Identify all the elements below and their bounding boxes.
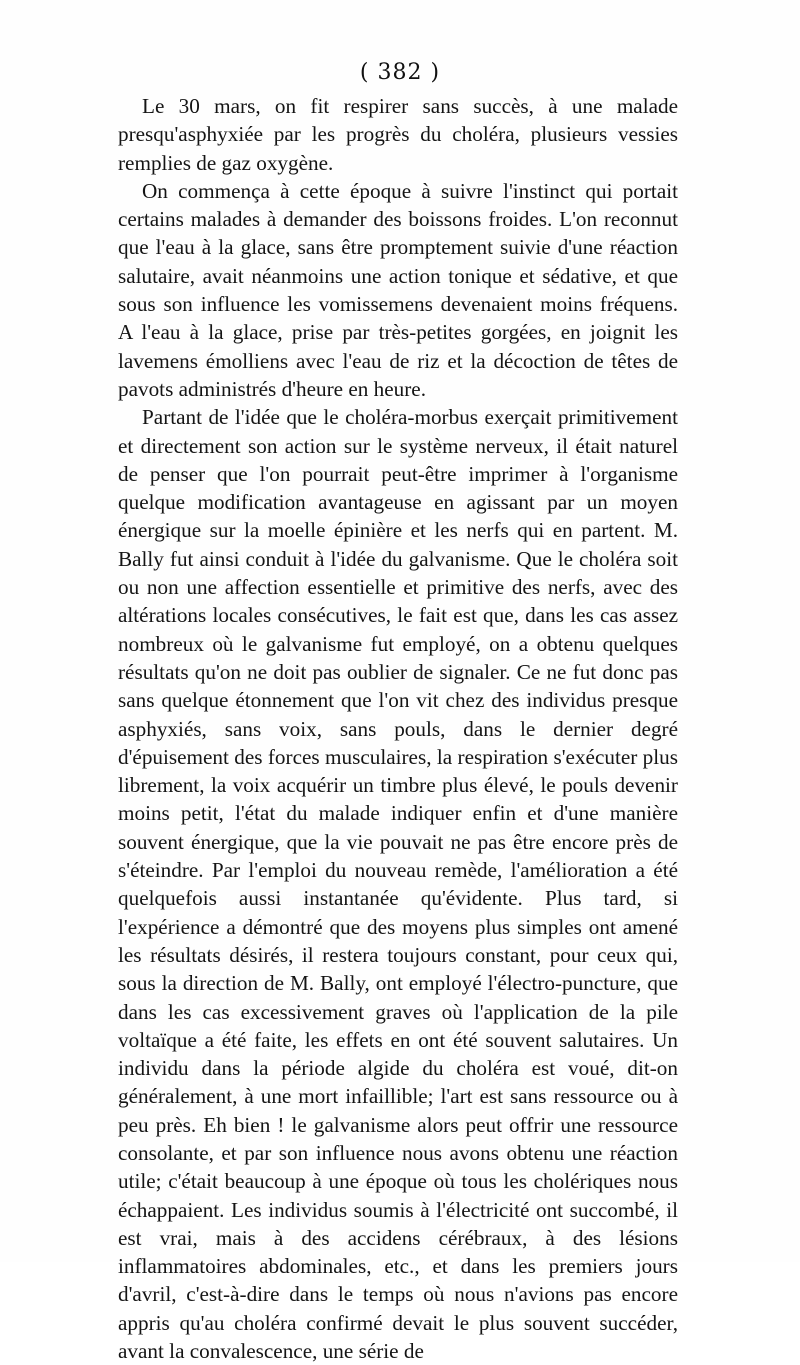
page-number: ( 382 ): [359, 60, 441, 85]
paragraph-3: Partant de l'idée que le choléra-morbus exerçait primitivement et directement son action sur le système nerveux, il était naturel de penser que l'on pourrait peut-être imprimer à l'organisme quelque modification avantageuse en agissant par un moyen énergique sur la moelle épinière et les nerfs qui en partent. M. Bally fut ainsi conduit à l'idée du galvanisme. Que le choléra soit ou non une affection essentielle et primitive des nerfs, avec des altérations locales consécutives, le fait est que, dans les cas assez nombreux où le galvanisme fut employé, on a obtenu quelques résultats qu'on ne doit pas oublier de signaler. Ce ne fut donc pas sans quelque étonnement que l'on vit chez des individus presque asphyxiés, sans voix, sans pouls, dans le dernier degré d'épuisement des forces musculaires, la respiration s'exécuter plus librement, la voix acquérir un timbre plus élevé, le pouls devenir moins petit, l'état du malade indiquer enfin et d'une manière souvent énergique, que la vie pouvait ne pas être encore près de s'éteindre. Par l'emploi du nouveau remède, l'amélioration a été quelquefois aussi instantanée qu'évidente. Plus tard, si l'expérience a démontré que des moyens plus simples ont amené les résultats désirés, il restera toujours constant, pour ceux qui, sous la direction de M. Bally, ont employé l'électro-puncture, que dans les cas excessivement graves où l'application de la pile voltaïque a été faite, les effets en ont été souvent salutaires. Un individu dans la période algide du choléra est voué, dit-on généralement, à une mort infaillible; l'art est sans ressource ou à peu près. Eh bien ! le galvanisme alors peut offrir une ressource consolante, et par son influence nous avons obtenu une réaction utile; c'était beaucoup à une époque où tous les cholériques nous échappaient. Les individus soumis à l'électricité ont succombé, il est vrai, mais à des accidens cérébraux, à des lésions inflammatoires abdominales, etc., et dans les premiers jours d'avril, c'est-à-dire dans le temps où nous n'avions pas encore appris qu'au choléra confirmé devait le plus souvent succéder, avant la convalescence, une série de: [118, 405, 678, 1364]
paragraph-1: Le 30 mars, on fit respirer sans succès, à une malade presqu'asphyxiée par les progrès du choléra, plusieurs vessies remplies de gaz oxygène.: [118, 94, 678, 175]
paragraph-2: On commença à cette époque à suivre l'instinct qui portait certains malades à demander des boissons froides. L'on reconnut que l'eau à la glace, sans être promptement suivie d'une réaction salutaire, avait néanmoins une action tonique et sédative, et que sous son influence les vomissemens devenaient moins fréquens. A l'eau à la glace, prise par très-petites gorgées, en joignit les lavemens émolliens avec l'eau de riz et la décoction de têtes de pavots administrés d'heure en heure.: [118, 178, 678, 401]
body-text: [118, 92, 678, 1365]
